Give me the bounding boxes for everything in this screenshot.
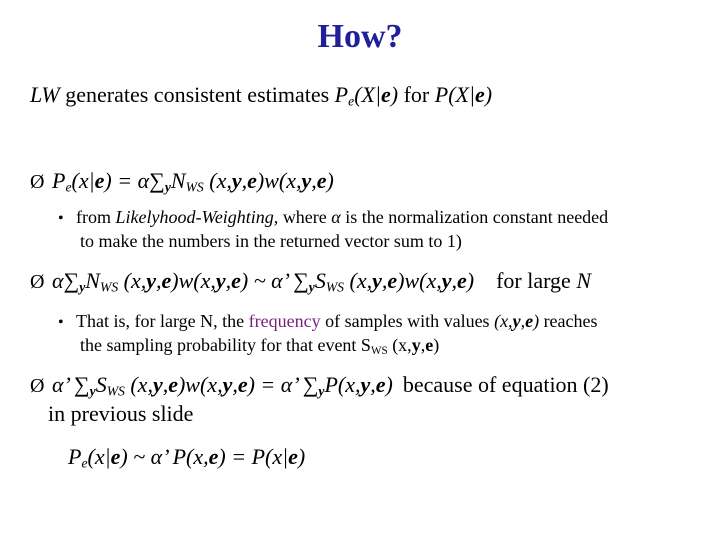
bullet-2: [30, 268, 591, 295]
s2-cc: ,: [520, 311, 526, 331]
s2-frequency: frequency: [248, 311, 321, 331]
conclusion-formula: [68, 444, 305, 471]
target-prob: [435, 82, 492, 107]
s2-l2a: the sampling probability for that event S: [80, 335, 371, 355]
bullet-3-line-2: in previous slide: [48, 401, 194, 426]
b3-y2: y: [318, 383, 325, 399]
b2-eb4: e: [456, 268, 467, 293]
b2-i: ): [466, 268, 475, 293]
b1-ws: WS: [185, 179, 204, 195]
arrow-bullet-icon: Ø: [30, 271, 45, 293]
c-sub: e: [81, 455, 88, 471]
s2-a: That is, for large N, the: [76, 311, 249, 331]
b1-lhs: (x|: [71, 168, 95, 193]
b2-c3: ,: [381, 268, 388, 293]
b1-sum-y: y: [164, 179, 171, 195]
b2-ws: WS: [99, 279, 119, 295]
s2-e: reaches: [539, 311, 598, 331]
b2-ws2: WS: [325, 279, 344, 295]
b2-yb3: y: [372, 268, 382, 293]
s2-cc2: ,: [420, 335, 426, 355]
b2-c: ,: [156, 268, 162, 293]
slide-title: How?: [317, 18, 403, 55]
b3-eb: e: [168, 372, 178, 397]
b2-b: (x,: [118, 268, 147, 293]
bullet-1-formula: [52, 168, 334, 193]
b2-g: (x,: [344, 268, 373, 293]
intro-for: for: [398, 82, 435, 107]
b2-d: )w(x,: [171, 268, 216, 293]
intro-line: [30, 82, 492, 109]
b2-c2: ,: [225, 268, 232, 293]
b2-h: )w(x,: [397, 268, 442, 293]
sub-bullet-1-line-1: [58, 207, 608, 228]
b1-sub: e: [65, 179, 72, 195]
b2-n: N: [85, 268, 100, 293]
pe-close: ): [390, 82, 399, 107]
arrow-bullet-icon: Ø: [30, 375, 45, 397]
target-e: e: [475, 82, 485, 107]
s2-yb: y: [512, 311, 521, 331]
s2-yb2: y: [411, 335, 421, 355]
b3-c3: ,: [370, 372, 376, 397]
bullet-3: [30, 372, 609, 399]
sub-bullet-1-line-2: to make the numbers in the returned vector sum to 1): [80, 231, 462, 251]
target-close: ): [484, 82, 493, 107]
s2-c: (x,: [494, 311, 513, 331]
b3-d: )w(x,: [177, 372, 223, 397]
b1-e2: e: [247, 168, 257, 193]
b1-args1: (x,: [203, 168, 232, 193]
b3-a: α’ ∑: [52, 372, 90, 397]
s2-ws: WS: [370, 344, 388, 357]
b1-p: P: [52, 168, 66, 193]
b3-f: ) = α’ ∑: [247, 372, 319, 397]
b1-eq: ) = α∑: [104, 168, 165, 193]
b3-tail: because of equation (2): [402, 372, 609, 397]
b2-y2: y: [308, 279, 315, 295]
arrow-bullet-icon: Ø: [30, 171, 45, 193]
s2-d: ): [533, 311, 540, 331]
b2-yb2: y: [215, 268, 226, 293]
b3-b: (x,: [124, 372, 153, 397]
s2-l2c: ): [433, 335, 440, 355]
b1-y2: y: [301, 168, 312, 193]
sub-bullet-2-line-2: [80, 335, 439, 357]
b1-c1: ,: [241, 168, 248, 193]
b3-c: ,: [162, 372, 169, 397]
conclusion-math: [68, 444, 305, 469]
b3-s: S: [95, 372, 107, 397]
b1-n: N: [170, 168, 186, 193]
intro-text: generates consistent estimates: [59, 82, 335, 107]
b2-eb: e: [161, 268, 172, 293]
b2-eb2: e: [231, 268, 241, 293]
b1-args3: ): [326, 168, 334, 193]
b2-c4: ,: [451, 268, 457, 293]
s2-eb2: e: [425, 335, 434, 355]
bullet-1: [30, 168, 334, 195]
s1-alpha: α: [331, 207, 341, 227]
s1-rest2: is the normalization constant needed: [340, 207, 609, 227]
c-d: ): [297, 444, 306, 469]
b3-yb3: y: [360, 372, 371, 397]
c-a: (x|: [87, 444, 111, 469]
s2-eb: e: [525, 311, 534, 331]
pe-args: (X|: [354, 82, 381, 107]
c-e3: e: [288, 444, 298, 469]
b3-g: P(x,: [324, 372, 361, 397]
b1-e: e: [94, 168, 105, 193]
dot-bullet-icon: •: [58, 210, 64, 227]
s1-lw: Likelyhood-Weighting,: [115, 207, 279, 227]
sub-bullet-2-line-1: [58, 311, 598, 332]
bullet-3-formula: [52, 372, 393, 397]
b1-c2: ,: [311, 168, 317, 193]
b1-y: y: [231, 168, 242, 193]
pe-sub: e: [348, 93, 355, 109]
c-b: ) ~ α’ P(x,: [120, 444, 209, 469]
s2-values: [494, 311, 539, 331]
b3-h: ): [385, 372, 393, 397]
b1-args2: )w(x,: [256, 168, 302, 193]
b2-s: S: [314, 268, 326, 293]
b3-eb2: e: [237, 372, 248, 397]
b3-yb2: y: [222, 372, 233, 397]
bullet-2-formula: [52, 268, 474, 293]
b2-f: ) ~ α’ ∑: [240, 268, 309, 293]
c-c: ) = P(x|: [218, 444, 289, 469]
c-e2: e: [208, 444, 219, 469]
pe-p: P: [334, 82, 349, 107]
b3-eb3: e: [375, 372, 386, 397]
s1-from: from: [76, 207, 116, 227]
b3-c2: ,: [232, 372, 238, 397]
b2-y: y: [79, 279, 86, 295]
c-p: P: [68, 444, 82, 469]
target-p: P(X|: [434, 82, 476, 107]
c-e1: e: [110, 444, 121, 469]
b2-a: α∑: [52, 268, 80, 293]
b2-eb3: e: [387, 268, 398, 293]
b2-n2: N: [576, 268, 591, 293]
lw-abbrev: LW: [30, 82, 60, 107]
b3-y: y: [89, 383, 96, 399]
b2-yb: y: [146, 268, 157, 293]
b3-ws: WS: [106, 383, 125, 399]
s1-rest1: where: [278, 207, 332, 227]
b2-tail: for large: [496, 268, 577, 293]
s2-b: of samples with values: [320, 311, 495, 331]
pe-e: e: [381, 82, 391, 107]
b1-e3: e: [316, 168, 327, 193]
s2-l2b: (x,: [387, 335, 412, 355]
dot-bullet-icon: •: [58, 314, 64, 331]
b2-yb4: y: [441, 268, 452, 293]
b3-yb: y: [152, 372, 163, 397]
pe-symbol: [335, 82, 398, 107]
